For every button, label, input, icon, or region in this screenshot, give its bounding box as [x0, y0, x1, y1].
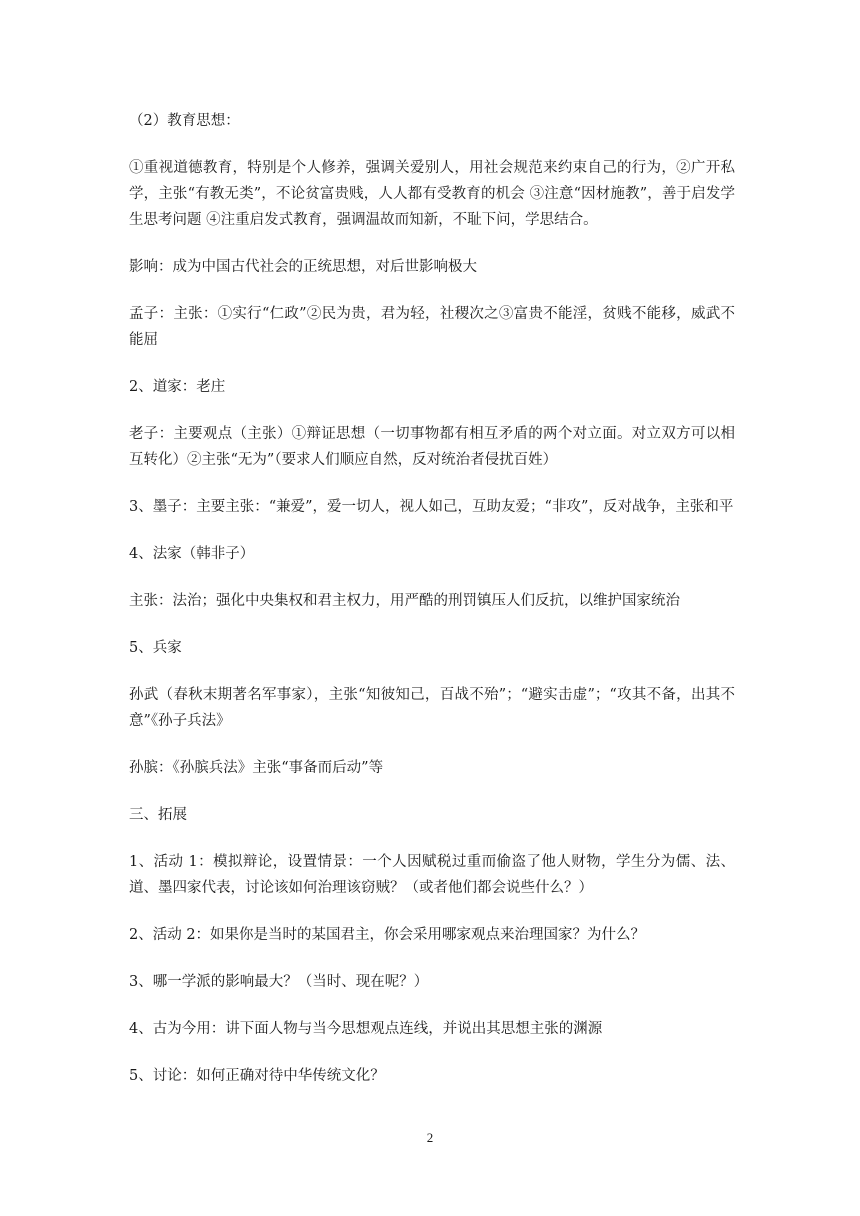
- heading-legalism: 4、法家（韩非子）: [129, 546, 255, 562]
- paragraph-activity-2: 2、活动 2：如果你是当时的某国君主，你会采用哪家观点来治理国家？为什么？: [129, 927, 646, 943]
- paragraph-legalism: 主张：法治；强化中央集权和君主权力，用严酷的刑罚镇压人们反抗，以维护国家统治: [129, 593, 680, 609]
- heading-taoism: 2、道家：老庄: [129, 379, 226, 395]
- page-body: [129, 108, 735, 1110]
- page-number: 2: [426, 1130, 434, 1145]
- paragraph-sunwu: 孙武（春秋末期著名军事家），主张“知彼知己，百战不殆”；“避实击虚”；“攻其不备，出其不意”《孙子兵法》: [129, 687, 735, 729]
- paragraph-mencius: 孟子：主张：①实行“仁政”②民为贵，君为轻，社稷次之③富贵不能淫，贫贱不能移，威武不能屈: [129, 306, 735, 348]
- section-heading-education: （2）教育思想：: [129, 113, 240, 129]
- paragraph-activity-1: 1、活动 1：模拟辩论，设置情景：一个人因赋税过重而偷盗了他人财物，学生分为儒、法、道、墨四家代表，讨论该如何治理该窃贼？（或者他们都会说些什么？）: [129, 854, 735, 896]
- paragraph-education-points: ①重视道德教育，特别是个人修养，强调关爱别人，用社会规范来约束自己的行为，②广开私学，主张“有教无类”，不论贫富贵贱，人人都有受教育的机会 ③注意“因材施教”，善于启发学生思考问题 ④注重启发式教育，强调温故而知新，不耻下问，学思结合。: [129, 160, 735, 228]
- paragraph-sunbin: 孙膑：《孙膑兵法》主张“事备而后动”等: [129, 760, 384, 776]
- paragraph-question-5: 5、讨论：如何正确对待中华传统文化？: [129, 1068, 385, 1084]
- paragraph-question-4: 4、古为今用：讲下面人物与当今思想观点连线，并说出其思想主张的渊源: [129, 1021, 603, 1037]
- paragraph-influence: 影响：成为中国古代社会的正统思想，对后世影响极大: [129, 259, 477, 275]
- paragraph-laozi: 老子：主要观点（主张）①辩证思想（一切事物都有相互矛盾的两个对立面。对立双方可以相互转化）②主张“无为”（要求人们顺应自然，反对统治者侵扰百姓）: [129, 426, 735, 468]
- heading-extension: 三、拓展: [129, 807, 187, 823]
- paragraph-question-3: 3、哪一学派的影响最大？（当时、现在呢？）: [129, 974, 429, 990]
- paragraph-mozi: 3、墨子：主要主张：“兼爱”，爱一切人，视人如己，互助友爱；“非攻”，反对战争，主张和平: [129, 499, 734, 515]
- heading-military: 5、兵家: [129, 640, 182, 656]
